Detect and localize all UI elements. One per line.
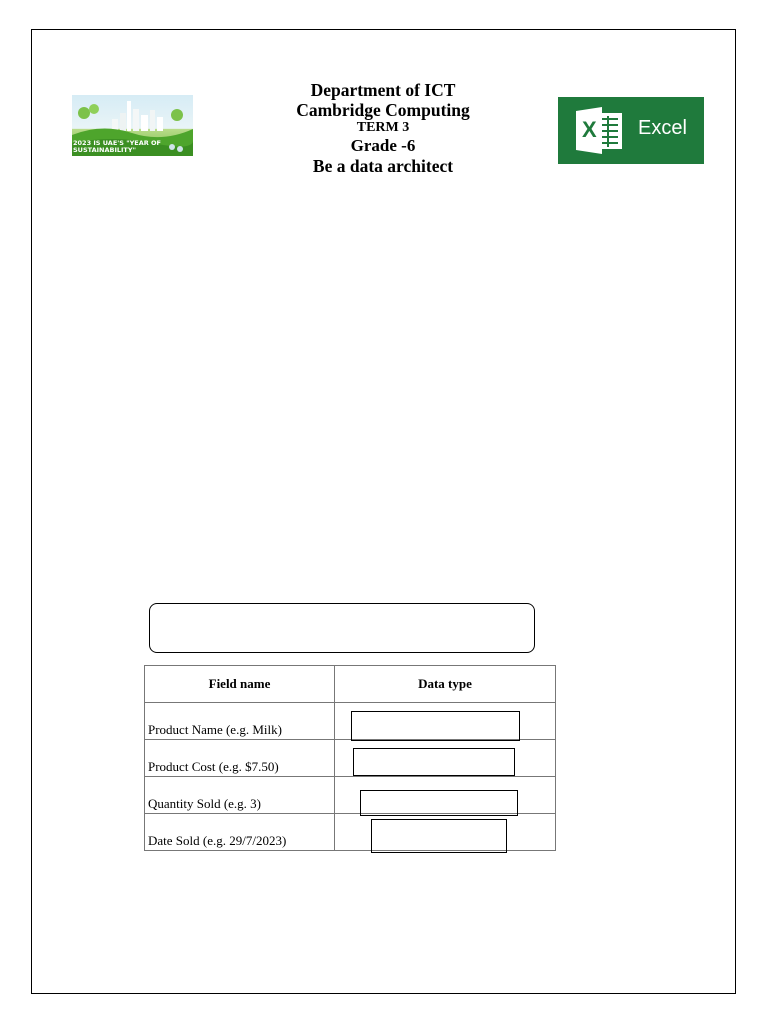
term-label: TERM 3 <box>356 120 410 135</box>
course-title: Cambridge Computing <box>296 100 470 120</box>
excel-logo <box>558 97 704 164</box>
data-type-header: Data type <box>335 666 556 703</box>
field-name-header: Field name <box>145 666 335 703</box>
activity-title: Be a data architect <box>312 156 454 176</box>
product-name-type-box[interactable] <box>351 711 520 741</box>
title-input-box[interactable] <box>149 603 535 653</box>
year-of-sustainability-logo <box>72 95 193 156</box>
grade-label: Grade -6 <box>350 136 416 155</box>
document-header <box>230 80 536 176</box>
quantity-sold-type-box[interactable] <box>360 790 518 816</box>
date-sold-type-box[interactable] <box>371 819 507 853</box>
table-header-row <box>145 666 556 703</box>
excel-x-glyph: X <box>582 117 597 142</box>
field-name-cell: Product Name (e.g. Milk) <box>145 703 335 740</box>
excel-wordmark: Excel <box>638 117 687 139</box>
product-cost-type-box[interactable] <box>353 748 515 776</box>
field-name-cell: Product Cost (e.g. $7.50) <box>145 740 335 777</box>
field-name-cell: Quantity Sold (e.g. 3) <box>145 777 335 814</box>
department-title: Department of ICT <box>310 80 456 100</box>
field-name-cell: Date Sold (e.g. 29/7/2023) <box>145 814 335 851</box>
logo-caption: 2023 IS UAE'S "YEAR OF SUSTAINABILITY" <box>73 139 161 154</box>
